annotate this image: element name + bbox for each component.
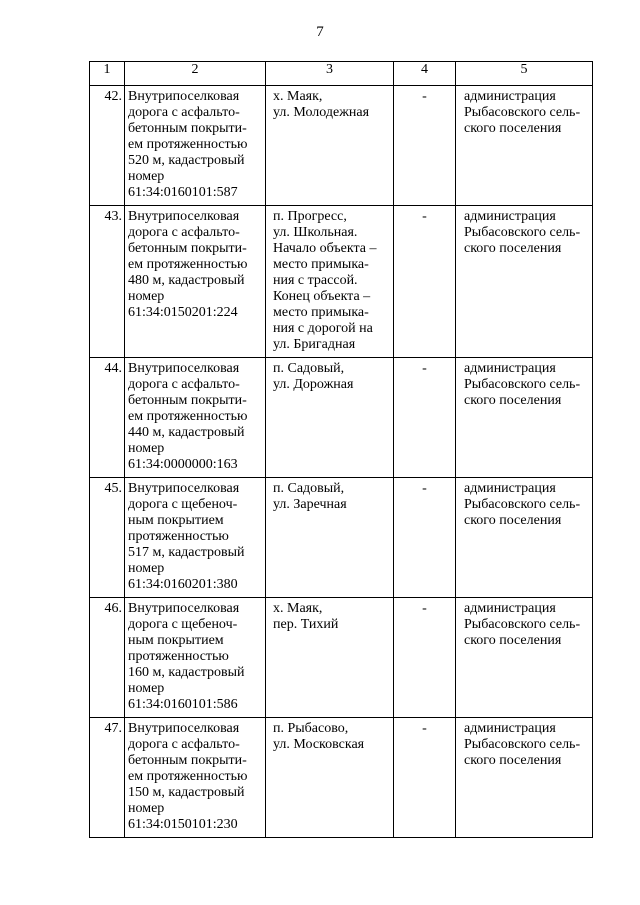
- owner-line: администрация: [464, 721, 556, 736]
- name-line: Внутрипоселковая: [128, 89, 240, 104]
- row-number-cell: 45.: [90, 478, 125, 598]
- column-4-cell: -: [394, 86, 456, 206]
- name-line: ем протяженностью: [128, 137, 248, 152]
- owner-line: ского поселения: [464, 633, 562, 648]
- roads-table: [89, 61, 593, 838]
- owner-cell: [456, 358, 593, 478]
- owner-line: ского поселения: [464, 241, 562, 256]
- location-line: ния с трассой.: [273, 273, 358, 288]
- name-line: бетонным покрыти-: [128, 393, 247, 408]
- name-line: 160 м, кадастровый: [128, 665, 245, 680]
- name-line: ным покрытием: [128, 633, 224, 648]
- name-line: 61:34:0150101:230: [128, 817, 238, 832]
- name-line: дорога с асфальто-: [128, 225, 240, 240]
- location-line: пер. Тихий: [273, 617, 339, 632]
- owner-cell: [456, 598, 593, 718]
- location-cell: [266, 206, 394, 358]
- name-line: дорога с щебеноч-: [128, 497, 238, 512]
- name-line: протяженностью: [128, 529, 229, 544]
- name-line: Внутрипоселковая: [128, 481, 240, 496]
- page-number: 7: [316, 24, 324, 40]
- owner-line: администрация: [464, 209, 556, 224]
- table-row: [90, 718, 593, 838]
- name-line: ем протяженностью: [128, 257, 248, 272]
- name-line: 61:34:0160101:587: [128, 185, 238, 200]
- row-number-cell: 46.: [90, 598, 125, 718]
- table-row: [90, 478, 593, 598]
- location-line: п. Садовый,: [273, 361, 345, 376]
- name-line: Внутрипоселковая: [128, 361, 240, 376]
- owner-cell: [456, 718, 593, 838]
- name-line: номер: [128, 169, 165, 184]
- location-cell: [266, 358, 394, 478]
- table-header-row: [90, 62, 593, 86]
- column-4-cell: -: [394, 206, 456, 358]
- object-name-cell: [125, 206, 266, 358]
- name-line: дорога с асфальто-: [128, 105, 240, 120]
- location-cell: [266, 598, 394, 718]
- name-line: ем протяженностью: [128, 409, 248, 424]
- column-4-cell: -: [394, 718, 456, 838]
- name-line: 520 м, кадастровый: [128, 153, 245, 168]
- location-line: п. Рыбасово,: [273, 721, 349, 736]
- name-line: 61:34:0150201:224: [128, 305, 238, 320]
- owner-line: Рыбасовского сель-: [464, 617, 581, 632]
- object-name-cell: [125, 478, 266, 598]
- owner-line: администрация: [464, 481, 556, 496]
- location-line: Конец объекта –: [273, 289, 371, 304]
- owner-line: ского поселения: [464, 121, 562, 136]
- object-name-cell: [125, 598, 266, 718]
- owner-cell: [456, 86, 593, 206]
- owner-line: Рыбасовского сель-: [464, 737, 581, 752]
- name-line: номер: [128, 441, 165, 456]
- location-line: место примыка-: [273, 305, 369, 320]
- column-header: 5: [456, 62, 593, 86]
- row-number-cell: 44.: [90, 358, 125, 478]
- name-line: бетонным покрыти-: [128, 121, 247, 136]
- column-header: 1: [90, 62, 125, 86]
- object-name-cell: [125, 358, 266, 478]
- location-line: ул. Бригадная: [273, 337, 356, 352]
- location-line: х. Маяк,: [273, 89, 323, 104]
- table-row: [90, 206, 593, 358]
- location-line: п. Садовый,: [273, 481, 345, 496]
- name-line: бетонным покрыти-: [128, 241, 247, 256]
- name-line: номер: [128, 289, 165, 304]
- location-line: ул. Молодежная: [273, 105, 370, 120]
- name-line: дорога с щебеноч-: [128, 617, 238, 632]
- owner-line: Рыбасовского сель-: [464, 105, 581, 120]
- owner-line: ского поселения: [464, 393, 562, 408]
- name-line: дорога с асфальто-: [128, 737, 240, 752]
- owner-line: администрация: [464, 601, 556, 616]
- owner-line: администрация: [464, 89, 556, 104]
- owner-cell: [456, 478, 593, 598]
- column-header: 3: [266, 62, 394, 86]
- location-cell: [266, 86, 394, 206]
- name-line: Внутрипоселковая: [128, 209, 240, 224]
- name-line: протяженностью: [128, 649, 229, 664]
- location-line: х. Маяк,: [273, 601, 323, 616]
- name-line: 480 м, кадастровый: [128, 273, 245, 288]
- object-name-cell: [125, 718, 266, 838]
- name-line: 440 м, кадастровый: [128, 425, 245, 440]
- location-cell: [266, 478, 394, 598]
- owner-line: ского поселения: [464, 513, 562, 528]
- row-number-cell: 47.: [90, 718, 125, 838]
- name-line: ным покрытием: [128, 513, 224, 528]
- location-line: ул. Школьная.: [273, 225, 358, 240]
- name-line: номер: [128, 561, 165, 576]
- name-line: 61:34:0160101:586: [128, 697, 238, 712]
- name-line: 61:34:0000000:163: [128, 457, 238, 472]
- column-4-cell: -: [394, 478, 456, 598]
- owner-line: Рыбасовского сель-: [464, 497, 581, 512]
- location-line: ул. Заречная: [273, 497, 347, 512]
- owner-line: Рыбасовского сель-: [464, 377, 581, 392]
- row-number-cell: 42.: [90, 86, 125, 206]
- column-4-cell: -: [394, 358, 456, 478]
- owner-line: Рыбасовского сель-: [464, 225, 581, 240]
- location-line: место примыка-: [273, 257, 369, 272]
- location-cell: [266, 718, 394, 838]
- owner-cell: [456, 206, 593, 358]
- name-line: 517 м, кадастровый: [128, 545, 245, 560]
- name-line: номер: [128, 681, 165, 696]
- name-line: ем протяженностью: [128, 769, 248, 784]
- name-line: дорога с асфальто-: [128, 377, 240, 392]
- location-line: ния с дорогой на: [273, 321, 373, 336]
- table-row: [90, 86, 593, 206]
- column-header: 2: [125, 62, 266, 86]
- owner-line: администрация: [464, 361, 556, 376]
- table-row: [90, 358, 593, 478]
- name-line: номер: [128, 801, 165, 816]
- table-row: [90, 598, 593, 718]
- object-name-cell: [125, 86, 266, 206]
- location-line: ул. Московская: [273, 737, 365, 752]
- name-line: Внутрипоселковая: [128, 601, 240, 616]
- owner-line: ского поселения: [464, 753, 562, 768]
- column-4-cell: -: [394, 598, 456, 718]
- location-line: п. Прогресс,: [273, 209, 347, 224]
- row-number-cell: 43.: [90, 206, 125, 358]
- column-header: 4: [394, 62, 456, 86]
- name-line: Внутрипоселковая: [128, 721, 240, 736]
- location-line: Начало объекта –: [273, 241, 377, 256]
- name-line: 61:34:0160201:380: [128, 577, 238, 592]
- location-line: ул. Дорожная: [273, 377, 354, 392]
- name-line: 150 м, кадастровый: [128, 785, 245, 800]
- name-line: бетонным покрыти-: [128, 753, 247, 768]
